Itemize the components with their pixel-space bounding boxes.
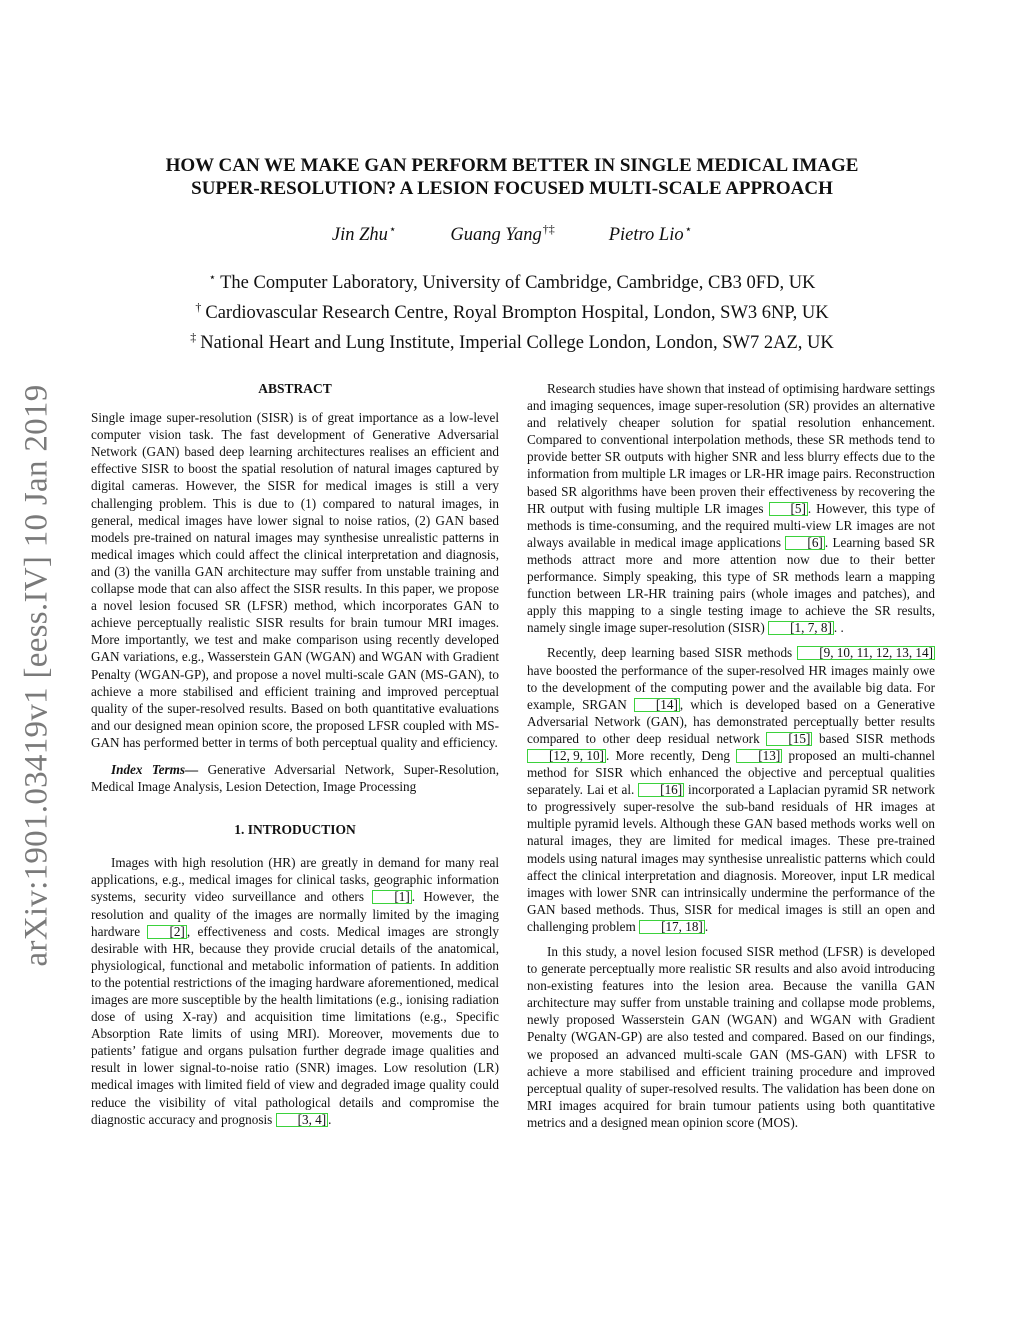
affiliation-text: National Heart and Lung Institute, Imperial College London, London, SW7 2AZ, UK <box>200 333 834 354</box>
affiliation <box>120 325 904 355</box>
author-list <box>120 222 904 246</box>
author <box>609 222 692 246</box>
paper-title <box>120 154 904 200</box>
affiliation-text: The Computer Laboratory, University of Cambridge, Cambridge, CB3 0FD, UK <box>220 273 816 294</box>
text-run: . Learning based SR methods attract more and more attention now due to their better performance. Simply speaking, this type of SR methods learn a mapping function between LR-HR training pairs (whole images and patches), and apply this mapping to a single testing image to achieve the SR results, namely single image super-resolution (SISR) <box>527 534 935 636</box>
text-run: incorporated a Laplacian pyramid SR network to progressively super-resolve the sub-band residuals of HR images at multiple pyramid levels. Although these GAN based methods works well on natural images, they are limited for medical images. These pre-trained models using natural images may synthesise unrealistic patterns which could affect the clinical interpretation and diagnosis. Moreover, input LR medical images with lower SNR can intrinsically undermine the performance of the GAN based methods. Thus, SISR for medical images is still an open and challenging problem <box>527 782 935 934</box>
left-column <box>91 380 499 1136</box>
citation-link[interactable]: [3, 4] <box>276 1113 329 1127</box>
citation-link[interactable]: [1, 7, 8] <box>768 621 834 635</box>
index-terms <box>91 761 499 795</box>
text-run: Images with high resolution (HR) are greatly in demand for many real applications, e.g., medical images for clinical tasks, geographic information systems, security video surveillance and others <box>91 855 499 905</box>
affiliation <box>120 265 904 295</box>
text-run: Research studies have shown that instead of optimising hardware settings and imaging sequences, image super-resolution (SR) provides an alternative and relatively cheaper solution for spatial resolution enhancement. Compared to conventional interpolation methods, these SR methods tend to provide better SR outputs with higher SNR and less blurry effects due to the information from multiple LR images or LR-HR image pairs. Reconstruction based SR algorithms have been proven their effectiveness by recovering the HR output with fusing multiple LR images <box>527 381 935 516</box>
right-column <box>527 380 935 1139</box>
author-name: Guang Yang <box>450 225 542 246</box>
author-name: Jin Zhu <box>331 225 388 246</box>
citation-link[interactable]: [6] <box>785 536 824 550</box>
text-run: , which is developed based on a Generative Adversarial Network (GAN), has demonstrated perceptually better results compared to other deep residual network <box>527 696 935 746</box>
title-line-2: SUPER-RESOLUTION? A LESION FOCUSED MULTI-SCALE APPROACH <box>191 178 833 199</box>
arxiv-id-text: arXiv:1901.03419v1 [eess.IV] 10 Jan 2019 <box>18 383 55 967</box>
abstract-text: Single image super-resolution (SISR) is of great importance as a low-level computer vision task. The fast development of Generative Adversarial Network (GAN) based deep learning architectures realises an efficient and effective SISR to boost the spatial resolution of natural images captured by digital cameras. However, the SISR for medical images is still a very challenging problem. This is due to (1) compared to natural images, in general, medical images have lower signal to noise ratios, (2) GAN based models pre-trained on natural images may synthesise unrealistic patterns in medical images which could affect the clinical interpretation and diagnosis, and (3) the vanilla GAN architecture may suffer from unstable training and collapse mode that can also affect the SISR results. In this paper, we propose a novel lesion focused SR (LFSR) method, which incorporates GAN to achieve perceptually realistic SISR results for brain tumour MRI images. More importantly, we test and make comparison using recently developed GAN variations, e.g., Wasserstein GAN (WGAN) and WGAN with Gradient Penalty (WGAN-GP), and propose a novel multi-scale GAN (MS-GAN), to achieve a more stabilised and efficient training and improved perceptual quality of the super-resolved results. Based on both quantitative evaluations and our designed mean opinion score, the proposed LFSR coupled with MS-GAN has performed better in terms of both perceptual quality and efficiency. <box>91 410 499 750</box>
text-run: based SISR methods <box>812 730 935 746</box>
citation-link[interactable]: [5] <box>769 502 808 516</box>
intro-paragraph-1 <box>91 854 499 1128</box>
author-marks: †‡ <box>542 222 555 236</box>
introduction-heading: 1. INTRODUCTION <box>234 822 356 838</box>
text-run: . More recently, Deng <box>605 747 737 763</box>
intro-paragraph-2 <box>527 380 935 636</box>
arxiv-identifier-stamp <box>12 355 62 995</box>
affiliation-mark: ⋆ <box>208 270 217 284</box>
text-run: , effectiveness and costs. Medical images are strongly desirable with HR, because they provide crucial details of the anatomical, physiological, functional and metabolic information of patients. In addition to the potential restrictions of the imaging hardware aforementioned, medical images are more susceptible by the health limitations (e.g., ionising radiation dose of using X-ray) and acquisition time limitations (e.g., Specific Absorption Rate limits of using MRI). Moreover, movements due to patients’ fatigue and organs pulsation further degrade image qualities and result in lower signal-to-noise ratio (SNR) images. Low resolution (LR) medical images with limited field of view and degraded image quality could reduce the visibility of vital pathological details and compromise the diagnostic accuracy and prognosis <box>91 923 499 1127</box>
intro-paragraph-4: In this study, a novel lesion focused SISR method (LFSR) is developed to generate perceptually more realistic SR results and also avoid introducing non-existing features into the lesion area. Because the vanilla GAN architecture may suffer from unstable training and collapse mode problems, newly proposed Wasserstein GAN (WGAN) and WGAN with Gradient Penalty (WGAN-GP) are also tested and compared. Based on our findings, we proposed an advanced multi-scale GAN (MS-GAN) with LFSR to achieve a more stabilised and efficient training procedure and improved perceptual quality of super-resolved results. The validation has been done on MRI images acquired for brain tumour patients using both quantitative metrics and a designed mean opinion score (MOS). <box>527 944 935 1130</box>
citation-link[interactable]: [1] <box>372 890 411 904</box>
citation-link[interactable]: [14] <box>634 698 680 712</box>
author-marks: ⋆ <box>388 222 397 236</box>
citation-link[interactable]: [13] <box>736 749 782 763</box>
citation-link[interactable]: [2] <box>147 925 186 939</box>
author-marks: ⋆ <box>684 222 693 236</box>
intro-paragraph-3 <box>527 644 935 935</box>
text-run: Recently, deep learning based SISR methods <box>547 645 798 661</box>
citation-link[interactable]: [9, 10, 11, 12, 13, 14] <box>797 646 935 660</box>
affiliation-list <box>120 265 904 355</box>
abstract-heading: ABSTRACT <box>258 381 332 396</box>
citation-link[interactable]: [17, 18] <box>639 920 705 934</box>
title-line-1: HOW CAN WE MAKE GAN PERFORM BETTER IN SINGLE MEDICAL IMAGE <box>165 155 859 176</box>
affiliation <box>120 295 904 325</box>
text-run: . <box>328 1111 332 1127</box>
affiliation-mark: ‡ <box>190 330 197 345</box>
text-run: . However, this type of methods is time-consuming, and the required multi-view LR images are not always available in medical image applications <box>527 500 935 550</box>
citation-link[interactable]: [15] <box>766 732 812 746</box>
affiliation-mark: † <box>195 300 202 315</box>
text-run: . <box>704 918 709 934</box>
citation-link[interactable]: [16] <box>638 783 684 797</box>
affiliation-text: Cardiovascular Research Centre, Royal Brompton Hospital, London, SW3 6NP, UK <box>205 303 829 324</box>
text-run: . However, the resolution and quality of the images are normally limited by the imaging hardware <box>91 889 499 939</box>
citation-link[interactable]: [12, 9, 10] <box>527 749 606 763</box>
author <box>332 222 397 246</box>
text-run: proposed an multi-channel method for SISR which enhanced the objective and perceptual qualities separately. Lai et al. <box>527 747 935 798</box>
text-run: have boosted the performance of the super-resolved HR images mainly owe to the development of the computing power and the available big data. For example, SRGAN <box>527 662 935 712</box>
text-run: . . <box>833 620 844 636</box>
index-terms-text: Generative Adversarial Network, Super-Resolution, Medical Image Analysis, Lesion Detection, Image Processing <box>91 761 499 795</box>
author-name: Pietro Lio <box>608 225 684 246</box>
index-terms-label: Index Terms— <box>111 761 199 777</box>
author <box>450 222 554 246</box>
